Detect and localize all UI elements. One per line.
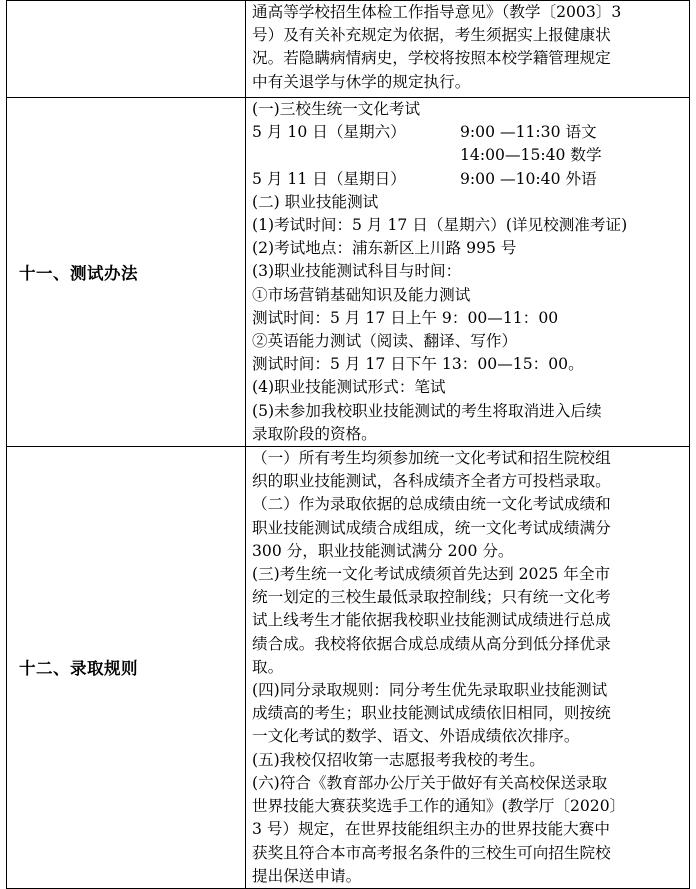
content-line: 一文化考试的数学、语文、外语成绩依次排序。 (252, 727, 580, 746)
content-line: (四)同分录取规则：同分考生优先录取职业技能测试 (252, 681, 608, 700)
skill-heading: (二) 职业技能测试 (252, 192, 379, 211)
schedule-day2 (252, 168, 685, 191)
content-line: 取。 (252, 657, 284, 676)
content-line: 职业技能测试成绩合成组成，统一文化考试成绩满分 (252, 518, 611, 537)
exam-heading: (一)三校生统一文化考试 (252, 100, 421, 118)
schedule-slot: 9:00 —10:40 外语 (460, 169, 597, 188)
schedule-day1 (252, 121, 685, 144)
content-line: 获奖且符合本市高考报名条件的三校生可向招生院校 (252, 843, 611, 862)
schedule-date: 5 月 10 日（星期六） (252, 123, 406, 142)
schedule-slot: 14:00—15:40 数学 (460, 146, 602, 165)
content-line: 况。若隐瞒病情病史，学校将按照本校学籍管理规定 (252, 49, 611, 68)
content-line: 世界技能大赛获奖选手工作的通知》(教学厅〔2020〕 (252, 797, 626, 816)
schedule-date: 5 月 11 日（星期日） (252, 169, 406, 188)
content-line: （二）作为录取依据的总成绩由统一文化考试成绩和 (252, 495, 611, 514)
skill-subitem-time: 测试时间：5 月 17 日上午 9：00—11：00 (252, 308, 559, 327)
table-row-health-check (7, 1, 690, 98)
skill-subitem: ②英语能力测试（阅读、翻译、写作） (252, 332, 518, 351)
table-row-admission-rules (7, 447, 690, 889)
content-line: 3 号）规定，在世界技能组织主办的世界技能大赛中 (252, 820, 610, 839)
content-line: 通高等学校招生体检工作指导意见》（教学〔2003〕3 (252, 3, 622, 21)
skill-item: (3)职业技能测试科目与时间： (252, 262, 462, 281)
content-line: 300 分，职业技能测试满分 200 分。 (252, 541, 514, 560)
section-label-admission-rules: 十二、录取规则 (7, 447, 246, 889)
content-line: 提出保送申请。 (252, 866, 362, 885)
content-line: 中有关退学与休学的规定执行。 (252, 72, 471, 91)
content-line: 试上线考生才能依据我校职业技能测试成绩进行总成 (252, 611, 611, 630)
skill-item: (5)未参加我校职业技能测试的考生将取消进入后续 (252, 401, 602, 420)
skill-item: 录取阶段的资格。 (252, 424, 377, 443)
skill-item: (4)职业技能测试形式：笔试 (252, 378, 446, 397)
schedule-slot: 9:00 —11:30 语文 (460, 123, 597, 142)
admission-rules-content (246, 447, 690, 889)
skill-item: (1)考试时间：5 月 17 日（星期六）(详见校测准考证) (252, 216, 628, 235)
test-methods-content (246, 98, 690, 447)
content-line: 统一划定的三校生最低录取控制线；只有统一文化考 (252, 588, 611, 607)
table-row-test-methods (7, 98, 690, 447)
empty-label-cell (7, 1, 246, 98)
content-line: 成绩高的考生；职业技能测试成绩依旧相同，则按统 (252, 704, 611, 723)
content-line: 号）及有关补充规定为依据，考生须据实上报健康状 (252, 26, 611, 45)
skill-subitem-time: 测试时间：5 月 17 日下午 13：00—15：00。 (252, 355, 584, 374)
section-label-test-methods: 十一、测试办法 (7, 98, 246, 447)
content-line: (三)考生统一文化考试成绩须首先达到 2025 年全市 (252, 565, 611, 584)
content-line: 织的职业技能测试，各科成绩齐全者方可投档录取。 (252, 472, 611, 491)
content-line: (六)符合《教育部办公厅关于做好有关高校保送录取 (252, 773, 608, 792)
skill-item: (2)考试地点：浦东新区上川路 995 号 (252, 239, 517, 258)
skill-subitem: ①市场营销基础知识及能力测试 (252, 285, 471, 304)
content-line: 绩合成。我校将依据合成总成绩从高分到低分择优录 (252, 634, 611, 653)
admission-rules-table (6, 0, 690, 889)
health-check-content (246, 1, 690, 98)
content-line: （一）所有考生均须参加统一文化考试和招生院校组 (252, 449, 611, 468)
content-line: (五)我校仅招收第一志愿报考我校的考生。 (252, 750, 545, 769)
